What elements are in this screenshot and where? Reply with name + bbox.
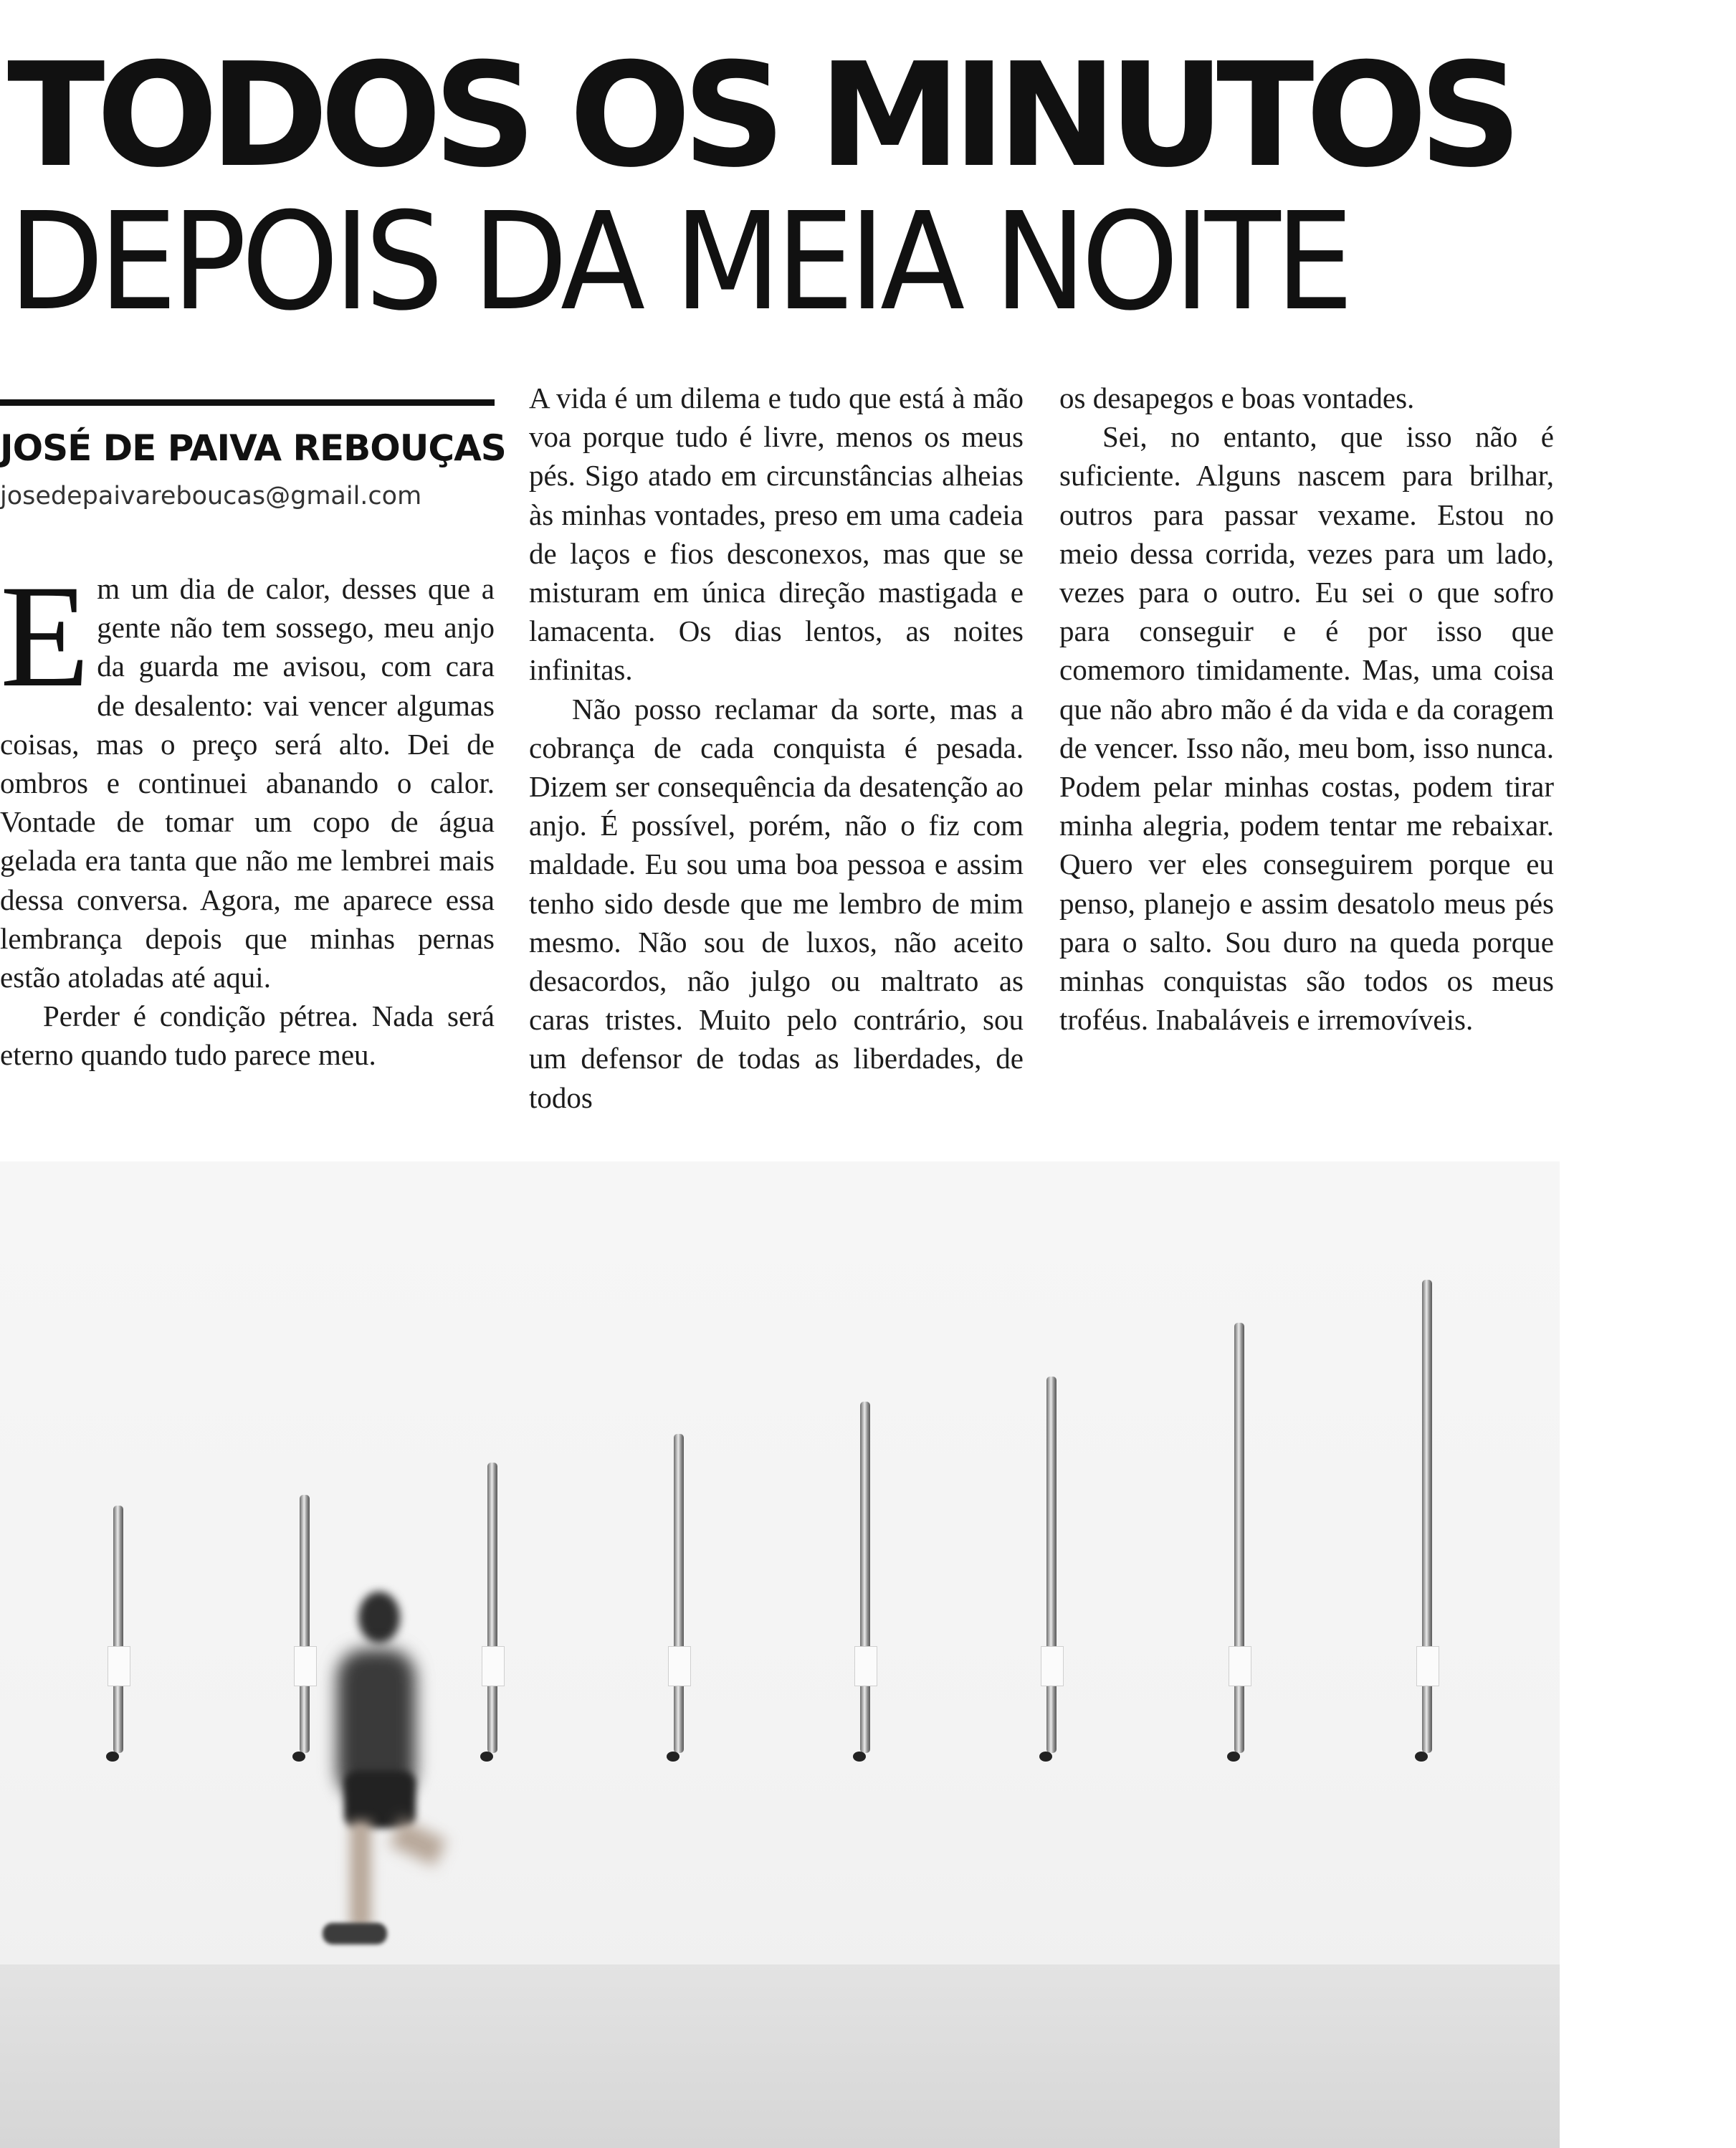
pipe-nozzle xyxy=(106,1752,119,1762)
pipe-nozzle xyxy=(480,1752,493,1762)
pipe-bracket xyxy=(1041,1646,1064,1686)
paragraph-4-continued: os desapegos e boas vontades. xyxy=(1059,381,1415,414)
article-column-2 xyxy=(529,379,1024,1117)
pipe-nozzle xyxy=(667,1752,679,1762)
wall-pipe xyxy=(113,1506,123,1753)
photo-floor xyxy=(0,1964,1560,2148)
wall-pipe xyxy=(487,1463,497,1753)
drop-cap: E xyxy=(0,555,90,718)
pipe-nozzle xyxy=(1227,1752,1240,1762)
headline-line-1: TODOS OS MINUTOS xyxy=(7,32,1514,199)
paragraph-1 xyxy=(0,555,495,997)
author-name: JOSÉ DE PAIVA REBOUÇAS xyxy=(0,427,506,469)
wall-pipe xyxy=(860,1402,870,1753)
author-email[interactable]: josedepaivareboucas@gmail.com xyxy=(0,482,422,510)
pipe-nozzle xyxy=(1039,1752,1052,1762)
article-column-3 xyxy=(1059,379,1554,1039)
pipe-bracket xyxy=(482,1646,505,1686)
photo-walking-person xyxy=(308,1592,452,1964)
pipe-nozzle xyxy=(853,1752,866,1762)
paragraph-5: Sei, no entanto, que isso não é suficiente. Alguns nascem para brilhar, outros para passar vexame. Estou no meio dessa corrida, vezes para um lado, vezes para o outro. Eu sei o que sofro para conseguir e é por isso que comemoro timidamente. Mas, uma coisa que não abro mão é da vida e da coragem de vencer. Isso não, meu bom, isso nunca. Podem pelar minhas costas, podem tirar minha alegria, podem tentar me rebaixar. Quero ver eles conseguirem porque eu penso, planejo e assim desatolo meus pés para o salto. Sou duro na queda porque minhas conquistas são todos os meus troféus. Inabaláveis e irremovíveis. xyxy=(1059,420,1554,1037)
paragraph-4: Não posso reclamar da sorte, mas a cobrança de cada conquista é pesada. Dizem ser consequência da desatenção ao anjo. É possível, porém, não o fiz com maldade. Eu sou uma boa pessoa e assim tenho sido desde que me lembro de mim mesmo. Não sou de luxos, não aceito desacordos, não julgo ou maltrato as caras tristes. Muito pelo contrário, sou um defensor de todas as liberdades, de todos xyxy=(529,692,1024,1114)
wall-pipe xyxy=(1046,1377,1057,1753)
pipe-nozzle xyxy=(292,1752,305,1762)
pipe-nozzle xyxy=(1415,1752,1428,1762)
paragraph-2: Perder é condição pétrea. Nada será eterno quando tudo parece meu. xyxy=(0,999,495,1072)
wall-pipe xyxy=(674,1434,684,1753)
author-rule xyxy=(0,399,495,406)
headline-line-2: DEPOIS DA MEIA NOITE xyxy=(9,184,1349,341)
article-photo xyxy=(0,1161,1560,2148)
wall-pipe xyxy=(1234,1323,1244,1753)
pipe-bracket xyxy=(854,1646,877,1686)
pipe-bracket xyxy=(1229,1646,1251,1686)
paragraph-1-text: m um dia de calor, desses que a gente não tem sossego, meu anjo da guarda me avisou, com cara de desalento: vai vencer algumas coisas, mas o preço será alto. Dei de ombros e continuei abanando o calor. Vontade de tomar um copo de água gelada era tanta que não me lembrei mais dessa conversa. Agora, me aparece essa lembrança depois que minhas pernas estão atoladas até aqui. xyxy=(0,572,495,994)
article-column-1 xyxy=(0,555,495,1075)
pipe-bracket xyxy=(668,1646,691,1686)
paragraph-3: A vida é um dilema e tudo que está à mão voa porque tudo é livre, menos os meus pés. Sigo atado em circunstâncias alheias às minhas vontades, preso em uma cadeia de laços e fios desconexos, mas que se misturam em única direção mastigada e lamacenta. Os dias lentos, as noites infinitas. xyxy=(529,381,1024,687)
pipe-bracket xyxy=(1416,1646,1439,1686)
pipe-bracket xyxy=(108,1646,130,1686)
